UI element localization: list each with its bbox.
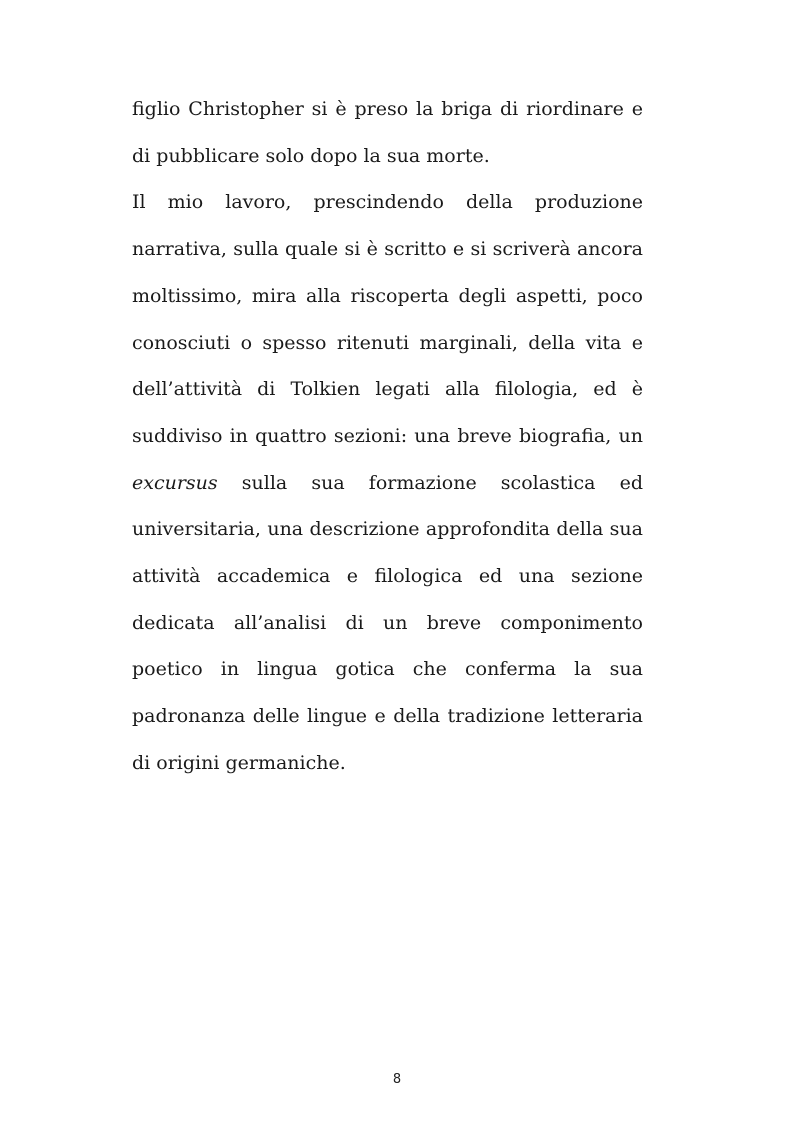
body-text — [132, 86, 643, 787]
paragraph-text-end: sulla sua formazione scolastica ed universitaria, una descrizione approfondita della sua attività accademica e filologica ed una sezione dedicata all’analisi di un breve componimento poetico in lingua gotica che conferma la sua padronanza delle lingue e della tradizione letteraria di origini germaniche. — [132, 471, 643, 774]
paragraph-continuation: figlio Christopher si è preso la briga di riordinare e di pubblicare solo dopo la sua morte. — [132, 98, 643, 167]
paragraph-text-start: Il mio lavoro, prescindendo della produzione narrativa, sulla quale si è scritto e si scriverà ancora moltissimo, mira alla riscoperta degli aspetti, poco conosciuti o spesso ritenuti marginali, della vita e dell’attività di Tolkien legati alla filologia, ed è suddiviso in quattro sezioni: una breve biografia, un — [132, 191, 643, 447]
paragraph-thesis-overview — [132, 179, 643, 786]
italic-term: excursus — [132, 471, 218, 494]
page-number: 8 — [392, 1072, 402, 1087]
